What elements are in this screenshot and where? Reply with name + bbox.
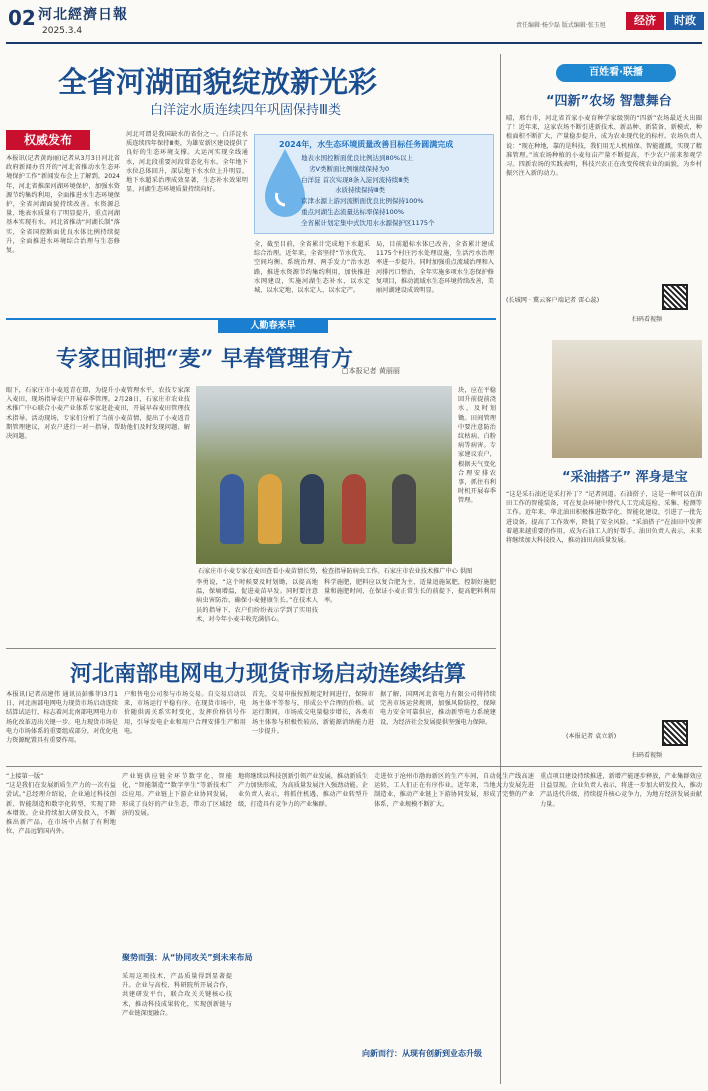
feature-byline: □本报记者 黄丽丽 — [342, 367, 400, 375]
infobox-line-2: 劣Ⅴ类断面比例继续保持为0 — [309, 165, 390, 173]
oil-field-photo — [552, 340, 702, 458]
infobox-line-1: 地表水国控断面优良比例达到80%以上 — [301, 154, 413, 162]
water-quality-infobox — [254, 134, 494, 234]
bottom-column-2: 产业链供应链全环节数字化、智能化，“智能制造”“数字孪生”等新技术广泛应用。产业链上下游企业协同发展，形成了良好的产业生态，带动了区域经济的发展。 — [122, 773, 232, 817]
oil-story-text: “这是采石油还是采打补丁？”记者问道。石油搭子，这是一种可以在油田工作的智能装备，可在复杂环境中替代人工完成巡检、采集、检测等工作。近年来，华北油田积极推进数字化、智能化建设，引进了一批先进设备，提高了工作效率，降低了安全风险。“采油搭子”在油田中发挥着越来越重要的作用，成为石油工人的好帮手。油田负责人表示，未来将继续加大科技投入，推动油田高质量发展。 — [506, 491, 702, 545]
oil-story-byline: (本报记者 袁立新) — [566, 733, 617, 740]
lead-headline: 全省河湖面貌绽放新光彩 — [58, 65, 378, 99]
infobox-line-5: 京津水源上游河流断面优良比例保持100% — [301, 197, 424, 205]
grid-column-1: 本报讯(记者高建伟 通讯员彭雅菲)3月1日，河北南部电网电力现货市场启动连续结算试运行，标志着河北南部电网电力市场化改革迈出关键一步。电力现货市场是电力市场体系的重要组成部分，对优化电力资源配置具有重要作用。 — [6, 691, 118, 745]
feature-headline: 专家田间把“麦” 早春管理有方 — [56, 346, 353, 372]
authority-release-tag: 权威发布 — [6, 130, 90, 150]
infobox-title: 2024年，水生态环境质量改善目标任务圆满完成 — [279, 140, 454, 149]
infobox-line-6: 重点河湖生态流量达标率保持100% — [301, 208, 405, 216]
feature-column-1: 眼下，石家庄市小麦返青在即，为提升小麦管理水平，农技专家深入麦田，现场指导农户开展春季管理。2月28日，石家庄市农业技术推广中心联合小麦产业体系专家赶赴麦田，开展早春麦田管理技术指导。活动现场，专家们分析了当前小麦苗情，提出了小麦返青期管理建议，对农户进行一对一指导，帮助他们及时发现问题、解决问题。 — [6, 387, 190, 441]
infobox-line-7: 全省累计划定集中式饮用水水源保护区1175个 — [301, 219, 435, 227]
page-header — [0, 0, 708, 50]
oil-story-title: “采油搭子” 浑身是宝 — [562, 470, 688, 485]
lead-column-2: 河北可谓是我国缺水的省份之一。白洋淀水质连续四年保持Ⅲ类，为雄安新区建设提供了良好的生态环境支撑。大运河实现全线通水，河北段重要河段常态化有水。全年地下水位总体回升，深层地下水水位上升明显。地下水超采治理成效显著，生态补水效果明显，河湖生态环境质量持续向好。 — [126, 131, 248, 194]
video-banner: 百姓看·联播 — [556, 64, 676, 82]
section-tag-politics: 时政 — [666, 12, 704, 30]
photo-person — [300, 474, 324, 544]
grid-market-headline: 河北南部电网电力现货市场启动连续结算 — [70, 661, 467, 687]
bottom-column-1: “上接第一版” “这是我们在发展新质生产力的一次有益尝试。”总经理介绍说，企业通过科技创新、智能制造和数字化转型，实现了降本增效。企业持续加大研发投入，不断推出新产品，在市场中占据了有利地位，产品远销国内外。 — [6, 773, 116, 836]
feature-column-2: 李勇说，“这个时候要及时划锄，以提高地温，保墒增温，促进麦苗早发。同时要注意病虫害防治，确保小麦健康生长。”在技术人员的指导下，农户们纷纷表示学到了实用技术，对今年小麦丰收充满信心。 — [196, 579, 318, 623]
lead-subheadline: 白洋淀水质连续四年巩固保持Ⅲ类 — [150, 103, 341, 118]
feature-band-label: 人勤春来早 — [218, 319, 328, 333]
editors-line: 责任编辑·杨少磊 版式编辑·张玉旭 — [516, 22, 606, 29]
lead-column-3: 全，截至目前，全省累计完成地下水超采综合治理。近年来，全省坚持“节水优先、空间均衡、系统治理、两手发力”治水思路，推进水资源节约集约利用，加快推进水网建设，实施河湖生态补水，以水定城、以水定地、以水定人、以水定产。 — [254, 241, 370, 295]
photo-person — [342, 474, 366, 544]
bottom-column-3: 采用这项技术，产品质量得到显著提升。企业与高校、科研院所开展合作，共建研发平台，联合攻关关键核心技术，推动科技成果转化，实现创新链与产业链深度融合。 — [122, 973, 232, 1017]
lead-column-4: 局，目前超标水体已改善，全省累计建成1175个村庄污水处理设施，生活污水治理率进一步提升。同时加强重点流域治理和入河排污口整治，全年实施多项水生态保护修复项目，推动流域水生态环境持续改善，美丽河湖建设成效明显。 — [376, 241, 494, 295]
photo-person — [258, 474, 282, 544]
farm-story-title: “四新”农场 智慧舞台 — [546, 94, 672, 109]
qr-code-icon[interactable] — [662, 284, 688, 310]
bottom-column-4: 地将继续以科技创新引领产业发展，推动新质生产力加快形成，为高质量发展注入强劲动能。企业负责人表示，将抓住机遇，推动产业转型升级，打造具有竞争力的产业集群。 — [238, 773, 368, 808]
grid-column-3: 首先，交易申报按照规定时间进行，保障市场主体平等参与，形成公平合理的价格。试运行期间，市场成交电量稳步增长，各类市场主体参与积极性较高，新能源消纳能力进一步提升。 — [252, 691, 374, 735]
grid-column-2: 户和售电公司参与市场交易。自交易启动以来，市场运行平稳有序。在现货市场中，电价随供需关系实时变化，发挥价格信号作用，引导发电企业和用户合理安排生产和用电。 — [124, 691, 246, 735]
infobox-line-3: 白洋淀 首次实现8条入淀河流持续Ⅲ类 — [301, 176, 410, 184]
lead-column-1: 本报讯(记者黄海丽)记者从3月3日河北省政府新闻办召开的“河北省推动水生态环境保护工作”新闻发布会上了解到，2024年，河北省推深河湖环境保护，加强水资源节约集约利用，全面推进水生态环境保护，全省河湖面貌持续改善。水资源总量、地表水质量有了明显提升，重点河湖基本实现有水。河北省推动“河湖长制”落实，全省国控断面优良水体比例持续提升，全面推进水环境综合治理与生态修复。 — [6, 155, 120, 255]
photo-caption: 石家庄市小麦专家在麦田查看小麦苗情长势，检查指导防病虫工作。石家庄市农业技术推广中心 供图 — [198, 568, 473, 575]
bottom-subhead-b: 向新而行：从现有创新到业态升级 — [362, 1049, 482, 1058]
photo-person — [392, 474, 416, 544]
feature-column-4: 科学施肥，肥料应以复合肥为主，适量追施氮肥，控制好施肥量和施肥时间，在保证小麦正常生长的前提下，提高肥料利用率。 — [324, 579, 496, 605]
qr-label-2: 扫码看视频 — [632, 752, 663, 759]
issue-date: 2025.3.4 — [42, 26, 83, 36]
story3-rule — [6, 648, 496, 649]
wheat-field-photo — [196, 386, 452, 564]
bottom-rule — [6, 766, 702, 767]
qr-label: 扫码看视频 — [632, 316, 663, 323]
feature-column-3: 块，应在平稳回升前提前浇水，及时划锄。田间管理中要注意防治纹枯病、白粉病等病害。专家建议农户，根据天气变化合理安排农事，抓住有利时机开展春季管理。 — [458, 387, 496, 505]
infobox-line-4: 水质持续保持Ⅲ类 — [335, 186, 385, 194]
section-tag-economy: 经济 — [626, 12, 664, 30]
qr-code-icon-2[interactable] — [662, 720, 688, 746]
page-number: 02 — [8, 6, 36, 30]
grid-column-4: 据了解，国网河北省电力有限公司将持续完善市场运营规则，加强风险防控，保障电力安全可靠供应，推动新型电力系统建设，为经济社会发展提供坚强电力保障。 — [380, 691, 496, 726]
masthead: 河北經濟日報 — [38, 7, 128, 23]
header-rule — [6, 42, 702, 44]
bottom-column-5: 走进位于沧州市渤海新区的生产车间，自动化生产线高速运转，工人们正在有序作业。近年来，当地大力发展先进制造业，推动产业链上下游协同发展，形成了完整的产业体系，产业规模不断扩大。 — [374, 773, 534, 808]
bottom-column-6: 重点项目建设持续推进，新增产能逐步释放，产业集群效应日益显现。企业负责人表示，将进一步加大研发投入，推动产品迭代升级，持续提升核心竞争力，为地方经济发展贡献力量。 — [540, 773, 702, 808]
photo-person — [220, 474, 244, 544]
bottom-subhead-a: 聚势而强：从“协同攻关”到未来布局 — [122, 953, 253, 962]
farm-story-byline: (长城网 · 冀云客户端记者 雷心蕊) — [506, 297, 600, 304]
farm-story-text: 晴，邢台市，河北省首家小麦育种学家级别的“四新”农场最近火出圈了！近年来，这家农场不断引进新技术、新品种、新装备、新模式，种植面积不断扩大，产量稳步提升，成为农业现代化的标杆。农场负责人说：“现在种地，靠的是科技，我们用无人机植保、智能灌溉，实现了精准管理。”该农场种植的小麦每亩产量不断提高，不少农户前来参观学习。四新农场的实践表明，科技兴农正在改变传统农业的面貌，为乡村振兴注入新的动力。 — [506, 115, 702, 178]
